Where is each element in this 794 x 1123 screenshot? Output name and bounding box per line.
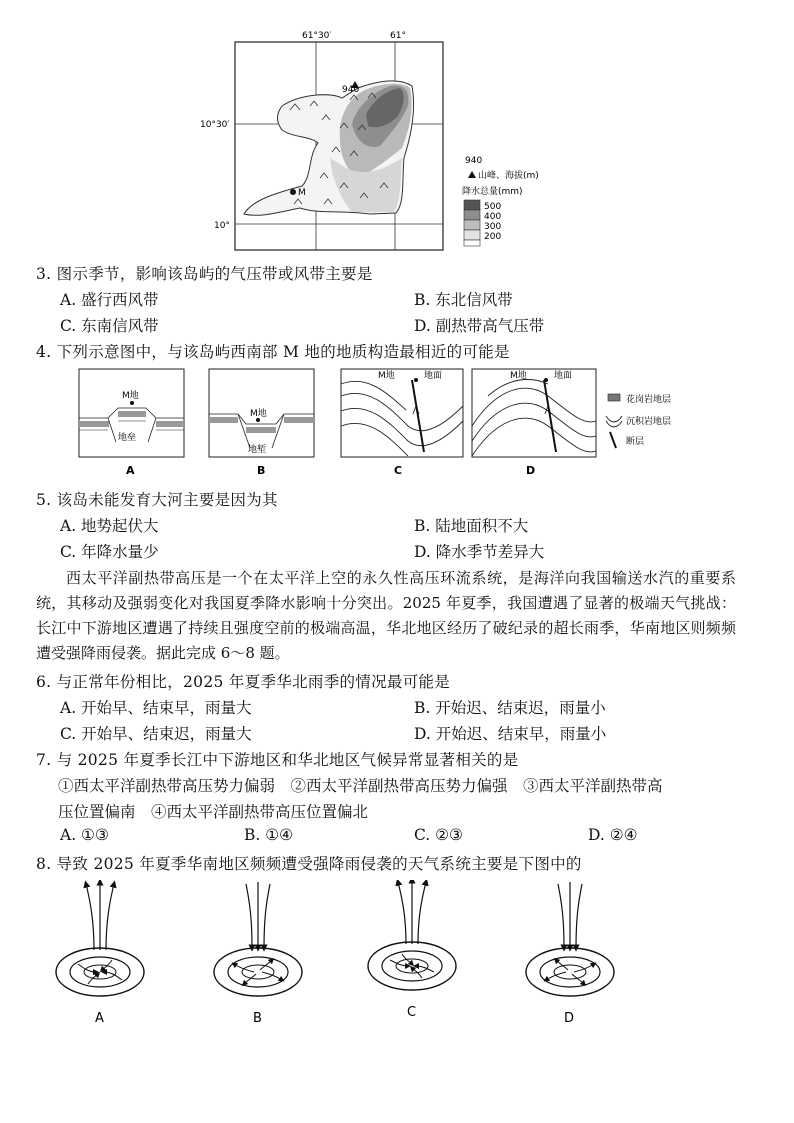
island-map-figure bbox=[190, 28, 550, 253]
diagram-b-letter: B bbox=[257, 464, 266, 477]
diagram-a[interactable] bbox=[79, 369, 184, 477]
lat-label-1: 10°30′ bbox=[200, 120, 230, 130]
diagram-b[interactable] bbox=[209, 369, 314, 477]
legend-value-500: 500 bbox=[484, 202, 502, 212]
q7-stem: 7. 与 2025 年夏季长江中下游地区和华北地区气候异常显著相关的是 bbox=[36, 751, 519, 769]
geology-legend bbox=[606, 393, 671, 448]
q7-option-a[interactable]: A. ①③ bbox=[60, 826, 109, 844]
legend-sedimentary: 沉积岩地层 bbox=[626, 417, 672, 427]
weather-diagram-b[interactable] bbox=[214, 882, 302, 1026]
q7-option-c[interactable]: C. ②③ bbox=[414, 826, 463, 844]
fault-swatch bbox=[610, 432, 616, 448]
q5-option-b[interactable]: B. 陆地面积不大 bbox=[414, 517, 529, 535]
weather-letter-b: B bbox=[253, 1011, 262, 1026]
q4-stem: 4. 下列示意图中，与该岛屿西南部 M 地的地质构造最相近的可能是 bbox=[36, 343, 510, 361]
weather-diagram-c[interactable] bbox=[368, 880, 456, 1020]
diagram-d-surface-label: 地面 bbox=[554, 371, 573, 381]
weather-diagram-a[interactable] bbox=[56, 882, 144, 1026]
island-map bbox=[190, 28, 550, 253]
q3-option-b[interactable]: B. 东北信风带 bbox=[414, 291, 513, 309]
diagram-b-m-label: M地 bbox=[250, 409, 267, 419]
weather-diagram-d[interactable] bbox=[526, 882, 614, 1026]
weather-system-diagrams bbox=[50, 880, 670, 1030]
q3-option-d[interactable]: D. 副热带高气压带 bbox=[414, 317, 545, 335]
point-m-marker bbox=[290, 189, 296, 195]
weather-letter-a: A bbox=[95, 1011, 104, 1026]
q5-stem: 5. 该岛未能发育大河主要是因为其 bbox=[36, 491, 278, 509]
legend-precip-title: 降水总量(mm) bbox=[462, 187, 523, 197]
q8-stem: 8. 导致 2025 年夏季华南地区频频遭受强降雨侵袭的天气系统主要是下图中的 bbox=[36, 855, 582, 873]
diagram-b-struct-label: 地堑 bbox=[248, 445, 267, 455]
legend-fault: 断层 bbox=[626, 437, 645, 447]
peak-elevation: 940 bbox=[342, 85, 360, 95]
legend-granite: 花岗岩地层 bbox=[626, 395, 672, 405]
q3-option-c[interactable]: C. 东南信风带 bbox=[60, 317, 159, 335]
reading-passage: 西太平洋副热带高压是一个在太平洋上空的永久性高压环流系统，是海洋向我国输送水汽的重要系统，其移动及强弱变化对我国夏季降水影响十分突出。2025 年夏季，我国遭遇了显著的极端天气挑战：长江中下游地区遭遇了持续且强度空前的极端高温，华北地区经历了破纪录的超长雨季，华南地区则频频遭受强降雨侵袭。据此完成 6～8 题。 bbox=[36, 569, 736, 662]
q6-stem: 6. 与正常年份相比，2025 年夏季华北雨季的情况最可能是 bbox=[36, 673, 451, 691]
lon-label-1: 61°30′ bbox=[302, 31, 332, 41]
q6-option-d[interactable]: D. 开始迟、结束早，雨量小 bbox=[414, 725, 607, 743]
q7-option-b[interactable]: B. ①④ bbox=[244, 826, 294, 844]
diagram-c-surface-label: 地面 bbox=[424, 371, 443, 381]
legend-value-300: 300 bbox=[484, 222, 502, 232]
granite-swatch bbox=[608, 394, 620, 401]
q7-statements-line1: ①西太平洋副热带高压势力偏弱 ②西太平洋副热带高压势力偏强 ③西太平洋副热带高 bbox=[58, 777, 663, 795]
diagram-a-struct-label: 地垒 bbox=[118, 433, 137, 443]
legend-value-200: 200 bbox=[484, 232, 502, 242]
legend-value-400: 400 bbox=[484, 212, 502, 222]
diagram-c-m-label: M地 bbox=[378, 371, 395, 381]
point-m-label: M bbox=[298, 188, 306, 198]
legend-peak-label: 山峰、海拔(m) bbox=[478, 171, 539, 181]
weather-letter-d: D bbox=[564, 1011, 575, 1026]
lat-label-2: 10° bbox=[214, 221, 230, 231]
diagram-d[interactable] bbox=[472, 369, 596, 477]
q7-statements-line2: 压位置偏南 ④西太平洋副热带高压位置偏北 bbox=[58, 803, 369, 821]
q3-stem: 3. 图示季节，影响该岛屿的气压带或风带主要是 bbox=[36, 265, 373, 283]
diagram-d-m-label: M地 bbox=[510, 371, 527, 381]
q6-option-b[interactable]: B. 开始迟、结束迟，雨量小 bbox=[414, 699, 606, 717]
q3-option-a[interactable]: A. 盛行西风带 bbox=[60, 291, 159, 309]
diagram-a-letter: A bbox=[126, 464, 135, 477]
diagram-d-letter: D bbox=[526, 464, 536, 477]
q6-option-a[interactable]: A. 开始早、结束早，雨量大 bbox=[60, 699, 252, 717]
diagram-a-m-label: M地 bbox=[122, 391, 139, 401]
diagram-c-letter: C bbox=[394, 464, 403, 477]
legend-peak-elev: 940 bbox=[465, 156, 483, 166]
q7-option-d[interactable]: D. ②④ bbox=[588, 826, 638, 844]
sedimentary-swatch bbox=[606, 416, 622, 422]
q6-option-c[interactable]: C. 开始早、结束迟，雨量大 bbox=[60, 725, 252, 743]
q5-option-c[interactable]: C. 年降水量少 bbox=[60, 543, 159, 561]
weather-letter-c: C bbox=[407, 1005, 417, 1020]
geology-diagrams bbox=[78, 366, 718, 481]
diagram-c[interactable] bbox=[341, 369, 463, 477]
q5-option-d[interactable]: D. 降水季节差异大 bbox=[414, 543, 545, 561]
lon-label-2: 61° bbox=[390, 31, 406, 41]
legend-peak-icon bbox=[468, 171, 476, 178]
q5-option-a[interactable]: A. 地势起伏大 bbox=[60, 517, 159, 535]
